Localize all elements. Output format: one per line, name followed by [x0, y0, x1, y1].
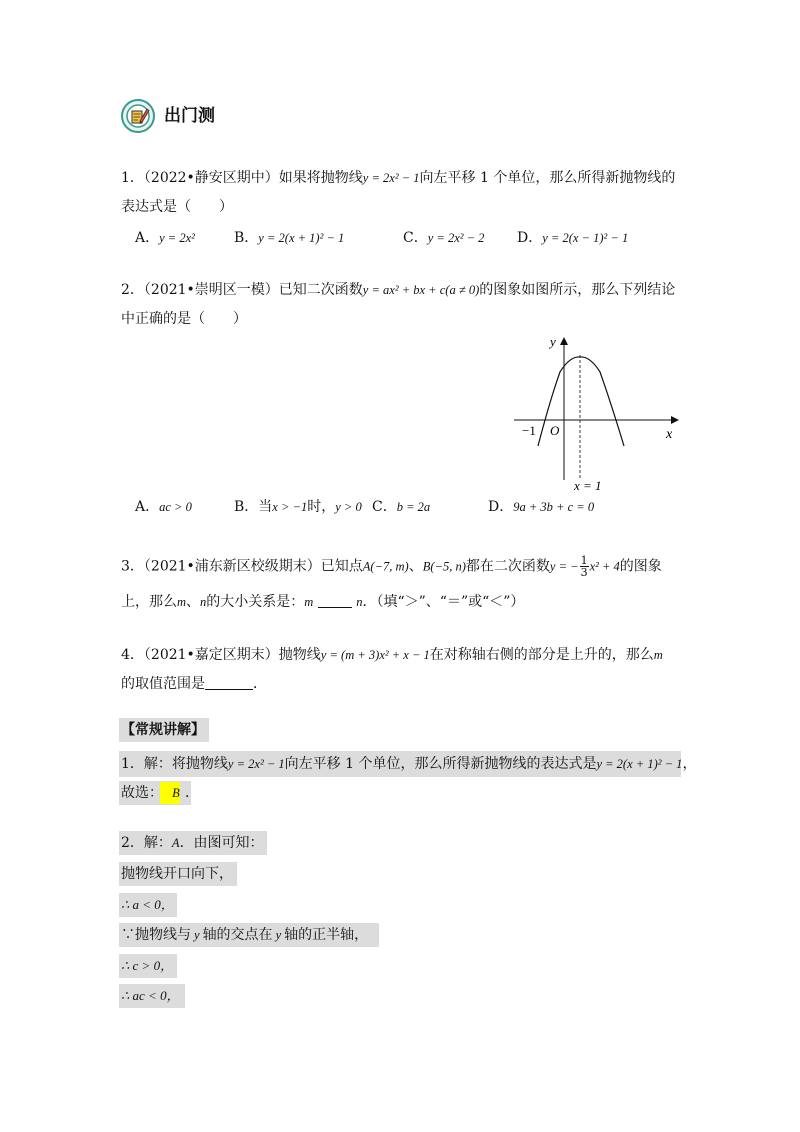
var-m: m — [304, 595, 314, 609]
q3-point-a: A(−7, m) — [362, 559, 409, 574]
option-label: B．当 — [234, 499, 273, 515]
q3-line1 — [121, 555, 662, 578]
q3-line2-end: ．（填“＞”、“＝”或“＜”） — [362, 594, 525, 610]
pencil-badge-icon — [121, 99, 155, 133]
option-label: A． — [135, 499, 160, 515]
option-expr: x > −1 — [272, 500, 308, 514]
option-label: D． — [488, 499, 514, 515]
q2-expr: y = ax² + bx + c(a ≠ 0) — [362, 283, 480, 297]
s1-text: 1．解：将抛物线 — [121, 756, 228, 772]
solution-section-title: 【常规讲解】 — [121, 722, 205, 738]
q1-line2: 表达式是（ ） — [121, 199, 233, 215]
q1-line1 — [121, 168, 675, 188]
q2-option-a[interactable] — [135, 497, 192, 517]
q1-expr: y = 2x² − 1 — [362, 171, 420, 185]
s2-l4-text3: 轴的正半轴， — [284, 927, 369, 943]
q4-stem: 4．（2021•嘉定区期末）抛物线 — [121, 647, 321, 663]
var-y: y — [275, 928, 282, 942]
var-m: m — [653, 648, 663, 662]
q3-expr-pre: y = − — [549, 559, 579, 574]
q4-line2-end: ． — [253, 676, 267, 692]
q2-option-d[interactable] — [488, 497, 594, 517]
q1-stem: 1．（2022•静安区期中）如果将抛物线 — [121, 170, 363, 186]
q3-fraction — [580, 555, 589, 578]
q3-line2-text: 上，那么 — [121, 594, 177, 610]
s2-line3: ∴ a < 0， — [121, 897, 174, 912]
option-expr: 9a + 3b + c = 0 — [513, 500, 595, 514]
s2-line1 — [121, 833, 264, 853]
origin-label: O — [550, 423, 560, 438]
q3-sep2: 、 — [186, 594, 201, 610]
s1-answer: B — [172, 786, 180, 800]
option-label: C． — [403, 230, 428, 246]
q3-tail: 的图象 — [619, 558, 662, 575]
neg-one-label: −1 — [522, 423, 536, 438]
s1-line1 — [121, 754, 696, 774]
s1-end: ． — [185, 785, 199, 801]
symmetry-axis-label: x = 1 — [574, 478, 602, 493]
option-expr: ac > 0 — [159, 500, 192, 514]
s1-expr2: y = 2(x + 1)² − 1 — [596, 757, 683, 771]
q3-expr-post: x² + 4 — [589, 559, 620, 574]
header-badge — [121, 99, 155, 133]
y-axis-label: y — [550, 334, 556, 349]
q1-option-b[interactable] — [234, 228, 344, 248]
page-title: 出门测 — [164, 106, 215, 126]
q2-option-c[interactable] — [372, 497, 430, 517]
s2-text2: ．由图可知： — [179, 835, 264, 851]
q2-stem-cont: 的图象如图所示，那么下列结论 — [479, 282, 676, 298]
q1-option-a[interactable] — [135, 228, 195, 248]
s2-line6: ∴ ac < 0， — [121, 988, 180, 1003]
option-expr: y = 2(x + 1)² − 1 — [258, 231, 345, 245]
option-expr: b = 2a — [396, 500, 431, 514]
var-n: n — [356, 595, 363, 609]
q2-stem: 2．（2021•崇明区一模）已知二次函数 — [121, 282, 363, 298]
var-y: y — [194, 928, 200, 942]
q2-line1 — [121, 280, 675, 300]
s2-line4 — [121, 925, 368, 945]
q2-line2: 中正确的是（ ） — [121, 311, 247, 327]
var-m: m — [177, 595, 187, 609]
q4-line2 — [121, 674, 267, 694]
var-n: n — [200, 595, 207, 609]
s2-line5: ∴ c > 0， — [121, 958, 174, 973]
option-expr: y = 2(x − 1)² − 1 — [542, 231, 629, 245]
option-expr: y = 2x² − 2 — [427, 231, 485, 245]
s2-l4-text: ∵抛物线与 — [121, 927, 191, 943]
s2-text: 2．解： — [121, 835, 172, 851]
q4-line2-text: 的取值范围是 — [121, 676, 205, 692]
q1-option-c[interactable] — [403, 228, 484, 248]
answer-blank[interactable] — [318, 593, 352, 608]
s1-text3: ， — [682, 756, 697, 772]
fraction-denominator: 3 — [580, 566, 588, 579]
x-axis-label: x — [666, 427, 673, 442]
q1-stem-cont: 向左平移 1 个单位，那么所得新抛物线的 — [419, 170, 676, 186]
s1-expr: y = 2x² − 1 — [227, 757, 285, 771]
q4-expr: y = (m + 3)x² + x − 1 — [320, 648, 430, 662]
q1-option-d[interactable] — [517, 228, 628, 248]
q3-mid: 都在二次函数 — [465, 558, 550, 575]
answer-blank[interactable] — [205, 675, 253, 690]
parabola-graph — [500, 330, 690, 495]
q3-sep: 、 — [408, 558, 423, 575]
option-label: C． — [372, 499, 397, 515]
s2-l4-text2: 轴的交点在 — [202, 927, 273, 943]
s1-line2 — [121, 783, 199, 803]
option-label: B． — [234, 230, 259, 246]
option-expr: y = 2x² — [159, 231, 195, 245]
q3-point-b: B(−5, n) — [422, 559, 466, 574]
s2-option: A — [171, 836, 180, 850]
s1-text2: 向左平移 1 个单位，那么所得新抛物线的表达式是 — [284, 756, 597, 772]
option-expr2: y > 0 — [335, 500, 362, 514]
s1-conclusion: 故选： — [121, 785, 163, 801]
fraction-numerator: 1 — [580, 554, 588, 567]
option-tail: 时， — [307, 499, 336, 515]
option-label: A． — [135, 230, 160, 246]
q3-stem: 3．（2021•浦东新区校级期末）已知点 — [121, 558, 363, 575]
s2-line2: 抛物线开口向下， — [121, 866, 233, 882]
q3-line2-text2: 的大小关系是： — [206, 594, 305, 610]
option-label: D． — [517, 230, 543, 246]
q3-line2 — [121, 592, 524, 612]
q2-option-b[interactable] — [234, 497, 362, 517]
q4-line1 — [121, 645, 663, 665]
q4-stem-cont: 在对称轴右侧的部分是上升的，那么 — [429, 647, 654, 663]
